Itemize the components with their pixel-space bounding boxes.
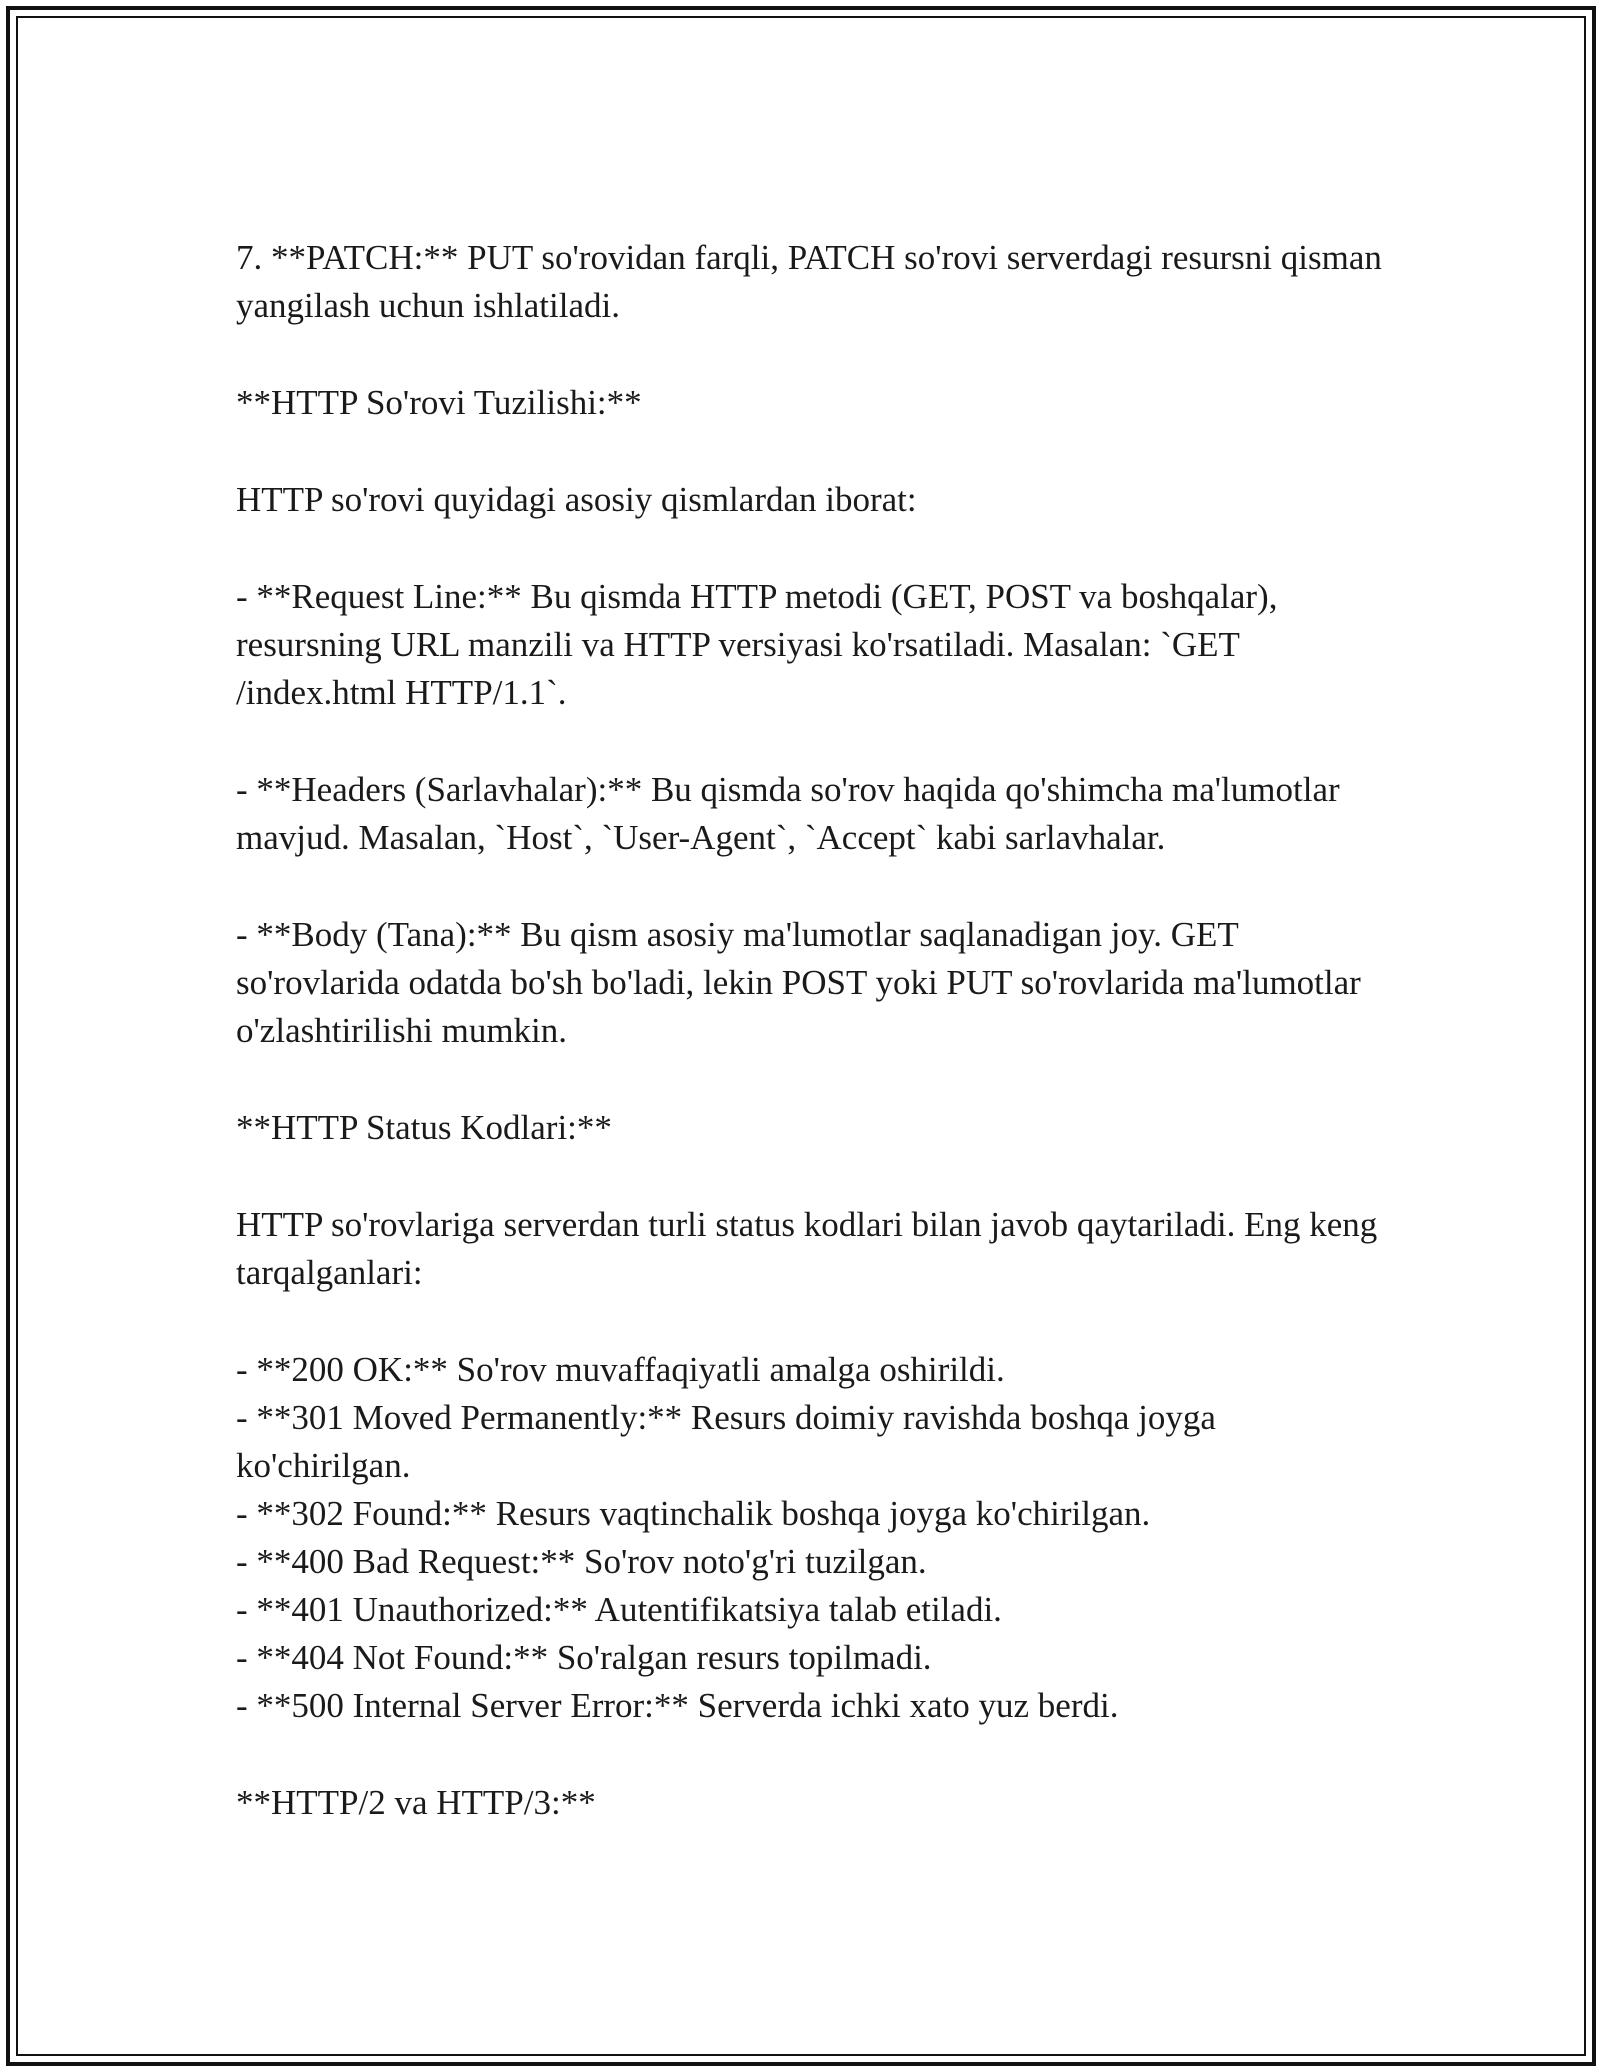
request-structure-intro: HTTP so'rovi quyidagi asosiy qismlardan iborat: — [236, 480, 917, 519]
headers-item: - **Headers (Sarlavhalar):** Bu qismda so'rov haqida qo'shimcha ma'lumotlar mavjud. Masalan, `Host`, `User-Agent`, `Accept` kabi sarlavhalar. — [236, 770, 1340, 857]
status-codes-heading: **HTTP Status Kodlari:** — [236, 1108, 612, 1147]
request-line-item: - **Request Line:** Bu qismda HTTP metodi (GET, POST va boshqalar), resursning URL manzili va HTTP versiyasi ko'rsatiladi. Masalan: `GET /index.html HTTP/1.1`. — [236, 577, 1278, 712]
status-codes-intro: HTTP so'rovlariga serverdan turli status kodlari bilan javob qaytariladi. Eng keng tarqalganlari: — [236, 1205, 1378, 1292]
list-item: - **301 Moved Permanently:** Resurs doimiy ravishda boshqa joyga ko'chirilgan. — [236, 1398, 1216, 1485]
status-code-list — [236, 1346, 1386, 1730]
list-item: - **200 OK:** So'rov muvaffaqiyatli amalga oshirildi. — [236, 1350, 1005, 1389]
patch-method-paragraph: 7. **PATCH:** PUT so'rovidan farqli, PATCH so'rovi serverdagi resursni qisman yangilash uchun ishlatiladi. — [236, 238, 1382, 325]
http2-http3-heading: **HTTP/2 va HTTP/3:** — [236, 1783, 596, 1822]
list-item: - **400 Bad Request:** So'rov noto'g'ri tuzilgan. — [236, 1542, 927, 1581]
document-body — [236, 234, 1386, 1827]
list-item: - **401 Unauthorized:** Autentifikatsiya talab etiladi. — [236, 1590, 1002, 1629]
list-item: - **500 Internal Server Error:** Serverda ichki xato yuz berdi. — [236, 1686, 1119, 1725]
body-item: - **Body (Tana):** Bu qism asosiy ma'lumotlar saqlanadigan joy. GET so'rovlarida odatda bo'sh bo'ladi, lekin POST yoki PUT so'rovlarida ma'lumotlar o'zlashtirilishi mumkin. — [236, 915, 1361, 1050]
list-item: - **302 Found:** Resurs vaqtinchalik boshqa joyga ko'chirilgan. — [236, 1494, 1151, 1533]
request-structure-heading: **HTTP So'rovi Tuzilishi:** — [236, 383, 642, 422]
list-item: - **404 Not Found:** So'ralgan resurs topilmadi. — [236, 1638, 932, 1677]
